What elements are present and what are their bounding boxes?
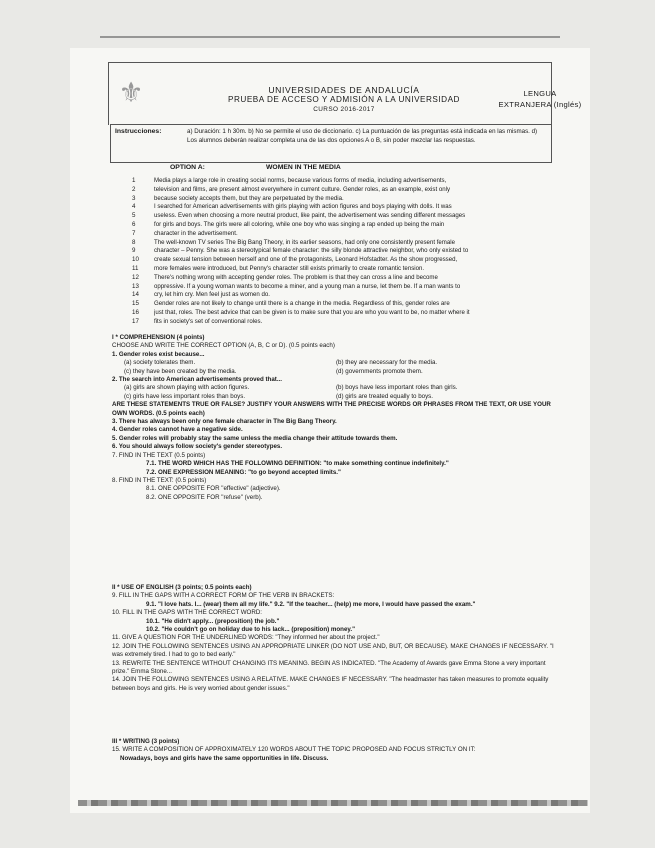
text-line (132, 274, 552, 283)
line-text: I searched for American advertisements with girls playing with action figures and boys playing with dolls. It was (154, 203, 452, 211)
line-number: 15 (132, 300, 139, 308)
text-line (132, 186, 552, 195)
text-line (132, 239, 552, 248)
line-text: Media plays a large role in creating social norms, because various forms of media, including advertisements, (154, 177, 447, 184)
instructions-box (110, 124, 552, 163)
university-name: UNIVERSIDADES DE ANDALUCÍA (268, 85, 420, 95)
instructions-label: Instrucciones: (115, 128, 162, 135)
writing-section: III * WRITING (3 points) 15. WRITE A COMPOSITION OF APPROXIMATELY 120 WORDS ABOUT THE TOPIC PROPOSED AND FOCUS STRICTLY ON IT: Nowadays, boys and girls have the same opportunities in life. Discuss. (112, 738, 476, 762)
line-number: 8 (132, 238, 136, 246)
exam-page (70, 48, 590, 813)
exam-header (108, 62, 582, 125)
line-number: 16 (132, 308, 139, 316)
text-line (132, 309, 552, 318)
use-of-english-section: II * USE OF ENGLISH (3 points; 0.5 points each) 9. FILL IN THE GAPS WITH A CORRECT FORM OF THE VERB IN BRACKETS: 9.1. "I love hats. I... (wear) them all my life." 9.2. "If the teacher... (help) me more, I would have passed the exam." 10. FILL IN THE GAPS WITH THE CORRECT WORD: 10.1. "He didn't apply... (preposition) the job." 10.2. "He couldn't go on holiday due to his lack... (preposition) money." 11. GIVE A QUESTION FOR THE UNDERLINED WORDS: "They informed her about the project." 12. JOIN THE FOLLOWING SENTENCES USING AN APPROPRIATE LINKER (DO NOT USE AND, BUT, OR BECAUSE). MAKE CHANGES IF NECESSARY. "I was extremely tired. I had to go to bed early." 13. REWRITE THE SENTENCE WITHOUT CHANGING ITS MEANING. BEGIN AS INDICATED. "The Academy of Awards gave Emma Stone a very important prize." Emma Stone... 14. JOIN THE FOLLOWING SENTENCES USING A RELATIVE. MAKE CHANGES IF NECESSARY. "The headmaster has taken measures to promote equality between boys and girls. He is very worried about gender issues." (112, 584, 554, 692)
line-number: 4 (132, 203, 136, 211)
line-number: 7 (132, 229, 136, 237)
exam-year: CURSO 2016-2017 (313, 106, 375, 113)
option-label: OPTION A: (170, 164, 205, 171)
text-line (132, 203, 552, 212)
line-text: for girls and boys. The girls were all coloring, while one boy who was singing a rap ended up being the main (154, 220, 445, 228)
line-text: more females were introduced, but Penny's character still exists primarily to create romantic tension. (154, 264, 425, 272)
scan-top-edge (100, 36, 560, 38)
subject: LENGUA EXTRANJERA (Inglés) (498, 89, 582, 109)
text-line (132, 318, 552, 327)
text-line (132, 300, 552, 309)
reading-title: WOMEN IN THE MEDIA (266, 164, 341, 171)
line-text: Gender roles are not likely to change until there is a change in the media. Regardless of this, gender roles are (154, 300, 450, 308)
line-text: television and films, are present almost everywhere in current culture. Gender roles, as an example, exist only (154, 185, 451, 193)
text-line (132, 212, 552, 221)
line-number: 17 (132, 317, 139, 325)
line-text: because society accepts them, but they are perpetuated by the media. (154, 194, 344, 202)
scan-bottom-edge (78, 800, 588, 806)
line-number: 13 (132, 282, 139, 290)
line-text: useless. Even when choosing a more neutral product, like paint, the advertisement was sending different messages (154, 212, 466, 220)
line-text: character – Penny. She was a stereotypical female character: the silly blonde attractive neighbor, who only existed to (154, 247, 469, 255)
university-crest-icon: ⚜ (118, 77, 144, 108)
line-text: The well-known TV series The Big Bang Theory, in its earlier seasons, had only one consistently present female (154, 238, 456, 246)
text-line (132, 265, 552, 274)
line-text: create sexual tension between herself and one of the protagonists, Leonard Hofstadter. As the show progressed, (154, 256, 458, 264)
text-line (132, 177, 552, 186)
line-text: character in the advertisement. (154, 229, 238, 237)
line-text: oppressive. If a young woman wants to become a miner, and a young man a nurse, let them be. If a man wants to (154, 282, 461, 290)
line-number: 11 (132, 264, 139, 272)
line-number: 1 (132, 177, 136, 184)
text-line (132, 291, 552, 300)
line-text: fits in society's set of conventional roles. (154, 317, 263, 325)
line-number: 2 (132, 185, 136, 193)
exam-name: PRUEBA DE ACCESO Y ADMISIÓN A LA UNIVERSIDAD (228, 95, 460, 104)
comprehension-section: I * COMPREHENSION (4 points) CHOOSE AND WRITE THE CORRECT OPTION (A, B, C or D). (0.5 points each) 1. Gender roles exist because... (a) society tolerates them. (b) they are necessary for the media. (c) they have been created by the media. (d) governments promote them. 2. The search into American advertisements proved that... (a) girls are shown playing with action figures. (b) boys have less important roles than girls. (c) girls have less important roles than boys. (d) girls are treated equally to boys. ARE THESE STATEMENTS TRUE OR FALSE? JUSTIFY YOUR ANSWERS WITH THE PRECISE WORDS OR PHRASES FROM THE TEXT, OR USE YOUR OWN WORDS. (0.5 points each) 3. There has always been only one female character in The Big Bang Theory. 4. Gender roles cannot have a negative side. 5. Gender roles will probably stay the same unless the media change their attitude towards them. 6. You should always follow society's gender stereotypes. 7. FIND IN THE TEXT (0.5 points) 7.1. THE WORD WHICH HAS THE FOLLOWING DEFINITION: "to make something continue indefinitely." 7.2. ONE EXPRESSION MEANING: "to go beyond accepted limits." 8. FIND IN THE TEXT: (0.5 points) 8.1. ONE OPPOSITE FOR "effective" (adjective). 8.2. ONE OPPOSITE FOR "refuse" (verb). (112, 334, 551, 501)
line-number: 14 (132, 291, 139, 299)
text-line (132, 221, 552, 230)
instructions-text: a) Duración: 1 h 30m. b) No se permite el uso de diccionario. c) La puntuación de las preguntas está indicada en las mismas. d) Los alumnos deberán realizar completa una de las dos opciones A o B, sin poder mezclar las respuestas. (187, 128, 538, 144)
line-text: cry, let him cry. Men feel just as women do. (154, 291, 270, 299)
line-number: 10 (132, 256, 139, 264)
text-line (132, 247, 552, 256)
line-number: 5 (132, 212, 136, 220)
line-text: There's nothing wrong with accepting gender roles. The problem is that they can cross a line and become (154, 273, 438, 281)
line-text: just that, roles. The best advice that can be given is to make sure that you are who you want to be, no matter where it (154, 308, 470, 316)
text-line (132, 230, 552, 239)
line-number: 12 (132, 273, 139, 281)
text-line (132, 195, 552, 204)
text-line (132, 256, 552, 265)
reading-text (132, 177, 552, 327)
line-number: 3 (132, 194, 136, 202)
line-number: 9 (132, 247, 136, 255)
line-number: 6 (132, 220, 136, 228)
text-line (132, 283, 552, 292)
